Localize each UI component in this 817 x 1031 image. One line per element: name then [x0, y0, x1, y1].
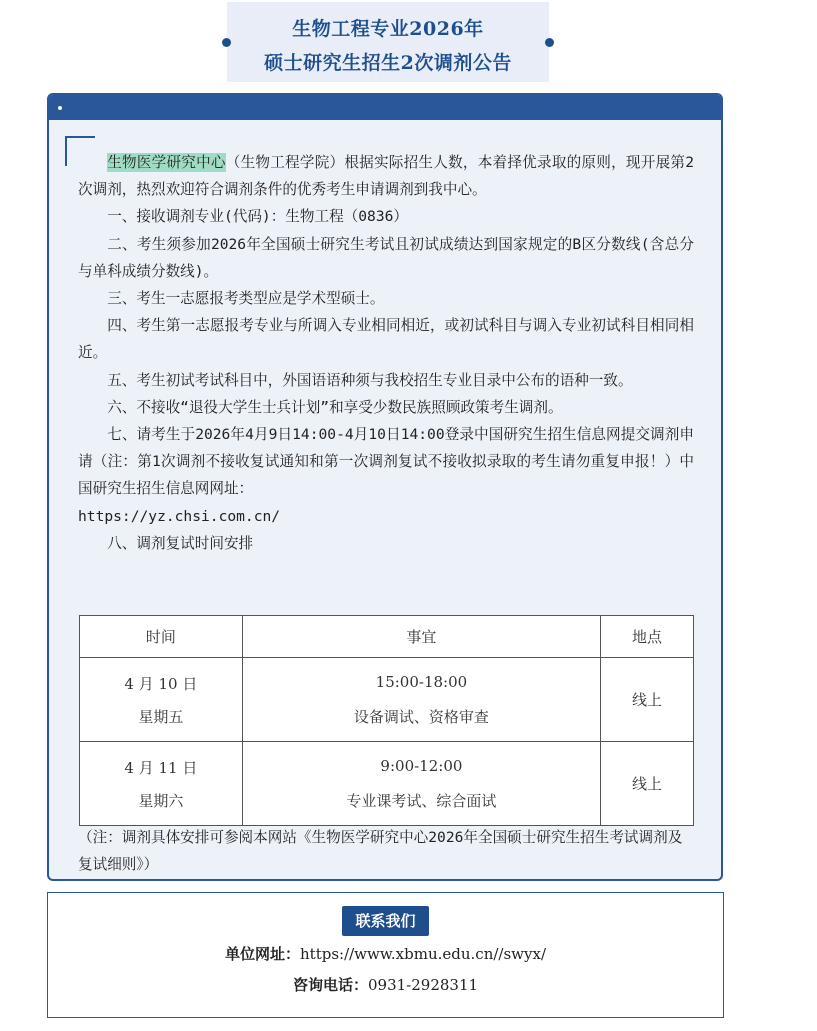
bullet-dot-icon	[58, 106, 62, 110]
place-cell: 线上	[601, 658, 694, 742]
schedule-table	[79, 615, 694, 826]
phone-number: 0931-2928311	[367, 976, 479, 994]
contact-phone-row	[48, 974, 723, 995]
website-link[interactable]: https://www.xbmu.edu.cn//swyx/	[300, 945, 546, 963]
chsi-url-link[interactable]: https://yz.chsi.com.cn/	[78, 507, 281, 525]
time-range-text: 9:00-12:00	[380, 756, 463, 775]
contact-title-badge: 联系我们	[342, 906, 429, 936]
title-banner	[227, 2, 549, 82]
table-row	[80, 658, 694, 742]
contact-website-row	[48, 943, 723, 964]
date-text: 4 月 11 日	[124, 758, 198, 777]
item-3: 三、考生一志愿报考类型应是学术型硕士。	[107, 290, 385, 308]
item-4: 四、考生第一志愿报考专业与所调入专业相同相近，或初试科目与调入专业初试科目相同相近。	[78, 317, 694, 362]
time-cell	[80, 742, 243, 826]
table-header-row	[80, 616, 694, 658]
notice-panel	[47, 93, 723, 881]
item-7	[78, 421, 694, 530]
panel-header-bar	[49, 95, 721, 120]
task-text: 设备调试、资格审查	[353, 707, 489, 726]
item-1: 一、接收调剂专业(代码)：生物工程（0836）	[107, 208, 408, 226]
item-7-text: 七、请考生于2026年4月9日14:00-4月10日14:00登录中国研究生招生信息网提交调剂申请（注：第1次调剂不接收复试通知和第一次调剂复试不接收拟录取的考生请勿重复申报！）中国研究生招生信息网网址：	[78, 426, 694, 498]
time-range-text: 15:00-18:00	[375, 672, 468, 691]
task-cell	[242, 658, 600, 742]
task-text: 专业课考试、综合面试	[346, 791, 497, 810]
header-task: 事宜	[242, 616, 600, 658]
page-title-line1: 生物工程专业2026年	[292, 18, 484, 40]
intro-text: （生物工程学院）根据实际招生人数，本着择优录取的原则，现开展第2次调剂，热烈欢迎符合调剂条件的优秀考生申请调剂到我中心。	[78, 154, 694, 199]
phone-label: 咨询电话：	[292, 976, 368, 994]
place-cell: 线上	[601, 742, 694, 826]
time-cell	[80, 658, 243, 742]
table-row	[80, 742, 694, 826]
item-2: 二、考生须参加2026年全国硕士研究生考试且初试成绩达到国家规定的B区分数线(含总分与单科成绩分数线)。	[78, 235, 694, 280]
weekday-text: 星期五	[138, 707, 184, 726]
header-place: 地点	[601, 616, 694, 658]
intro-paragraph	[78, 149, 694, 203]
website-label: 单位网址：	[224, 945, 300, 963]
highlighted-org-name: 生物医学研究中心	[107, 154, 226, 171]
contact-box	[47, 892, 724, 1018]
item-6: 六、不接收“退役大学生士兵计划”和享受少数民族照顾政策考生调剂。	[107, 398, 563, 416]
weekday-text: 星期六	[138, 791, 184, 810]
task-cell	[242, 742, 600, 826]
notice-body	[78, 149, 694, 557]
header-time: 时间	[80, 616, 243, 658]
page-title-line2: 硕士研究生招生2次调剂公告	[264, 52, 512, 74]
item-8: 八、调剂复试时间安排	[107, 534, 254, 552]
schedule-note: （注：调剂具体安排可参阅本网站《生物医学研究中心2026年全国硕士研究生招生考试调剂及复试细则》）	[78, 829, 683, 874]
item-5: 五、考生初试考试科目中，外国语语种须与我校招生专业目录中公布的语种一致。	[107, 371, 633, 389]
date-text: 4 月 10 日	[124, 674, 198, 693]
